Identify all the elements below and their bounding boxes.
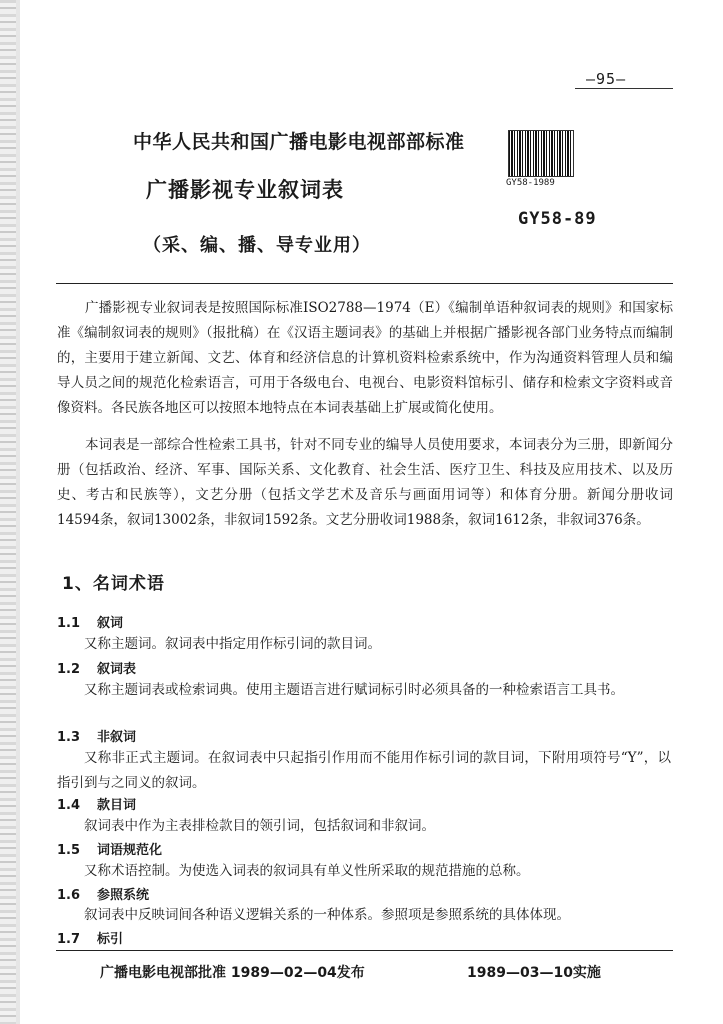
term-name: 参照系统 [97, 888, 150, 903]
intro-paragraph-1: 广播影视专业叙词表是按照国际标准ISO2788—1974（E）《编制单语种叙词表的规则》和国家标准《编制叙词表的规则》（报批稿）在《汉语主题词表》的基础上并根据广播影视各部门业务特点而编制的，主要用于建立新闻、文艺、体育和经济信息的计算机资料检索系统中，作为沟通资料管理人员和编导人员之间的规范化检索语言，可用于各级电台、电视台、电影资料馆标引、储存和检索文字资料或音像资料。各民族各地区可以按照本地特点在本词表基础上扩展或简化使用。 [57, 300, 673, 416]
effective-date: 1989—03—10实施 [467, 965, 601, 981]
document-subtitle: （采、编、播、导专业用） [143, 235, 371, 256]
scan-edge-left [0, 0, 16, 1024]
term-number: 1.1 [57, 616, 81, 631]
term-definition: 叙词表中作为主表排检款目的领引词，包括叙词和非叙词。 [84, 818, 435, 834]
term-name: 非叙词 [97, 730, 137, 745]
term-definition: 又称主题词。叙词表中指定用作标引词的款目词。 [84, 636, 381, 652]
document-title: 广播影视专业叙词表 [146, 178, 344, 202]
page-number: —95— [586, 70, 627, 88]
intro-paragraph-2: 本词表是一部综合性检索工具书，针对不同专业的编导人员使用要求，本词表分为三册，即新闻分册（包括政治、经济、军事、国际关系、文化教育、社会生活、医疗卫生、科技及应用技术、以及历史、考古和民族等），文艺分册（包括文学艺术及音乐与画面用词等）和体育分册。新闻分册收词14594条，叙词13002条，非叙词1592条。文艺分册收词1988条，叙词1612条，非叙词376条。 [57, 437, 673, 528]
term-definition: 又称术语控制。为使选入词表的叙词具有单义性所采取的规范措施的总称。 [84, 863, 530, 879]
term-number: 1.4 [57, 798, 81, 813]
term-heading [57, 884, 149, 903]
term-number: 1.5 [57, 843, 81, 858]
approval-statement: 广播电影电视部批准 1989—02—04发布 [100, 965, 365, 981]
term-heading [57, 612, 123, 631]
term-heading [57, 794, 136, 813]
term-number: 1.7 [57, 932, 81, 947]
term-heading [57, 928, 123, 947]
term-name: 词语规范化 [97, 843, 163, 858]
barcode-caption: GY58-1989 [506, 178, 555, 188]
standard-code: GY58-89 [518, 209, 597, 229]
term-name: 叙词表 [97, 662, 137, 677]
scan-edge-shadow [16, 0, 20, 1024]
term-number: 1.2 [57, 662, 81, 677]
term-name: 标引 [97, 932, 124, 947]
term-number: 1.3 [57, 730, 81, 745]
term-heading [57, 839, 162, 858]
footer-divider [56, 950, 673, 951]
term-name: 款目词 [97, 798, 137, 813]
term-name: 叙词 [97, 616, 124, 631]
header-divider [56, 283, 673, 284]
term-number: 1.6 [57, 888, 81, 903]
term-definition: 叙词表中反映词间各种语义逻辑关系的一种体系。参照项是参照系统的具体体现。 [84, 907, 570, 923]
term-definition: 又称非正式主题词。在叙词表中只起指引作用而不能用作标引词的款目词，下附用项符号“Y”，以指引到与之同义的叙词。 [57, 750, 671, 791]
term-heading [57, 658, 136, 677]
standard-body-heading: 中华人民共和国广播电影电视部部标准 [133, 131, 465, 153]
term-heading [57, 726, 136, 745]
section-heading: 1、名词术语 [62, 574, 165, 594]
page-number-rule [575, 88, 673, 89]
term-definition: 又称主题词表或检索词典。使用主题语言进行赋词标引时必须具备的一种检索语言工具书。 [84, 682, 624, 698]
barcode-image [508, 130, 574, 177]
